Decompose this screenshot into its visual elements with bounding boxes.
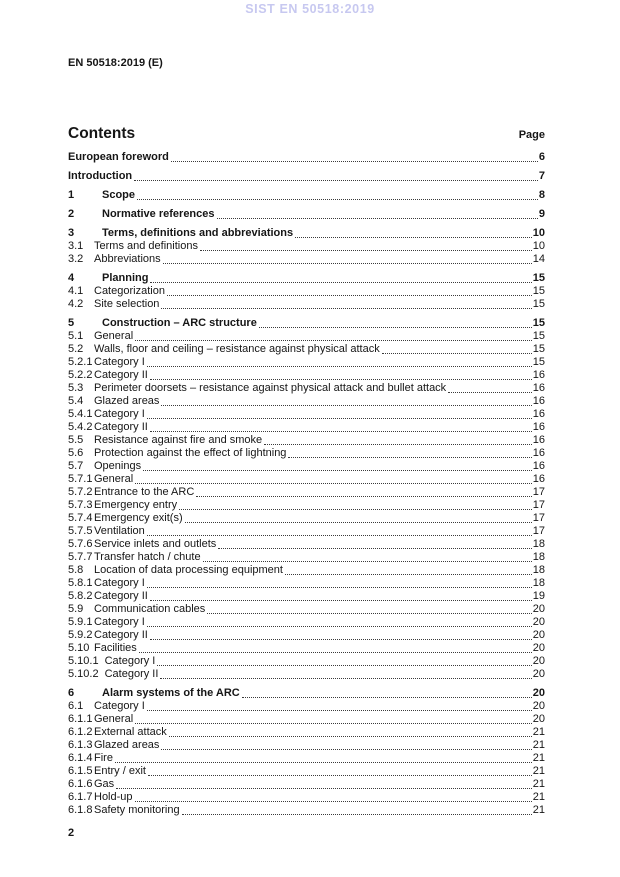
toc-entry-number: 5.4.1 [68, 408, 93, 420]
dotted-leader [137, 199, 538, 200]
toc-entry-title: General [94, 713, 134, 725]
toc-entry-page: 20 [532, 603, 545, 615]
contents-heading-row [68, 124, 545, 143]
toc-entry-title: Transfer hatch / chute [94, 551, 201, 563]
dotted-leader [264, 444, 532, 445]
toc-entry-page: 16 [532, 473, 545, 485]
toc-entry-page: 21 [532, 726, 545, 738]
toc-entry-number: 4.1 [68, 285, 84, 297]
toc-entry-page: 15 [532, 330, 545, 342]
dotted-leader [295, 237, 532, 238]
toc-row [68, 525, 545, 538]
dotted-leader [200, 250, 532, 251]
table-of-contents [68, 151, 545, 817]
toc-entry-title: Category I [94, 616, 145, 628]
toc-row [68, 590, 545, 603]
toc-row [68, 739, 545, 752]
toc-entry-title: Construction – ARC structure [102, 317, 257, 329]
toc-entry-page: 16 [532, 369, 545, 381]
toc-entry-title: Categorization [94, 285, 165, 297]
dotted-leader [448, 392, 532, 393]
toc-entry-page: 15 [532, 343, 545, 355]
dotted-leader [150, 600, 532, 601]
toc-entry-number: 5.7.6 [68, 538, 93, 550]
dotted-leader [382, 353, 532, 354]
dotted-leader [147, 535, 532, 536]
toc-entry-number: 5.7 [68, 460, 84, 472]
toc-entry-number: 5.2.1 [68, 356, 93, 368]
toc-row [68, 512, 545, 525]
dotted-leader [135, 483, 532, 484]
dotted-leader [169, 736, 532, 737]
toc-entry-page: 8 [538, 189, 545, 201]
toc-entry-page: 16 [532, 460, 545, 472]
toc-entry-number: 5.8.2 [68, 590, 93, 602]
toc-entry-page: 10 [532, 227, 545, 239]
toc-entry-title: Gas [94, 778, 115, 790]
toc-row [68, 356, 545, 369]
page-column-label: Page [518, 129, 545, 141]
toc-entry-page: 17 [532, 486, 545, 498]
toc-entry-page: 14 [532, 253, 545, 265]
toc-row [68, 577, 545, 590]
toc-row [68, 603, 545, 616]
toc-entry-title: Scope [102, 189, 136, 201]
toc-row [68, 343, 545, 356]
dotted-leader [161, 308, 531, 309]
toc-row [68, 564, 545, 577]
toc-entry-page: 19 [532, 590, 545, 602]
toc-entry-page: 21 [532, 778, 545, 790]
toc-entry-page: 18 [532, 538, 545, 550]
toc-entry-page: 10 [532, 240, 545, 252]
dotted-leader [147, 587, 532, 588]
toc-entry-number: 5.2.2 [68, 369, 93, 381]
toc-entry-title: Category II [94, 590, 148, 602]
toc-row [68, 382, 545, 395]
toc-entry-page: 16 [532, 382, 545, 394]
toc-row [68, 151, 545, 164]
toc-entry-page: 18 [532, 577, 545, 589]
toc-entry-page: 20 [532, 668, 545, 680]
toc-entry-title: Entry / exit [94, 765, 146, 777]
toc-entry-number: 5.2 [68, 343, 84, 355]
toc-entry-number: 5.7.3 [68, 499, 93, 511]
dotted-leader [147, 710, 532, 711]
toc-entry-number: 5.8 [68, 564, 84, 576]
toc-entry-title: Hold-up [94, 791, 133, 803]
dotted-leader [147, 366, 532, 367]
toc-entry-page: 15 [532, 356, 545, 368]
dotted-leader [134, 180, 538, 181]
toc-row [68, 791, 545, 804]
toc-entry-title: Location of data processing equipment [94, 564, 283, 576]
toc-entry-title: Terms and definitions [94, 240, 198, 252]
toc-row [68, 240, 545, 253]
dotted-leader [157, 665, 531, 666]
toc-entry-title: Category I [94, 700, 145, 712]
dotted-leader [259, 327, 532, 328]
toc-entry-title: Normative references [102, 208, 215, 220]
toc-entry-title: Alarm systems of the ARC [102, 687, 240, 699]
toc-row [68, 629, 545, 642]
toc-entry-number: 6.1.6 [68, 778, 93, 790]
dotted-leader [196, 496, 531, 497]
toc-entry-page: 20 [532, 655, 545, 667]
dotted-leader [179, 509, 532, 510]
toc-entry-page: 7 [538, 170, 545, 182]
toc-entry-number: 6.1.2 [68, 726, 93, 738]
dotted-leader [161, 749, 531, 750]
toc-entry-number: 5.9 [68, 603, 84, 615]
toc-row [68, 460, 545, 473]
dotted-leader [135, 340, 532, 341]
toc-entry-number: 5.7.2 [68, 486, 93, 498]
toc-row [68, 208, 545, 221]
dotted-leader [207, 613, 531, 614]
toc-entry-number: 6.1.4 [68, 752, 93, 764]
toc-entry-number: 5.7.1 [68, 473, 93, 485]
toc-row [68, 655, 545, 668]
toc-entry-number: 5.4.2 [68, 421, 93, 433]
dotted-leader [150, 639, 532, 640]
toc-entry-page: 9 [538, 208, 545, 220]
toc-entry-title: Emergency entry [94, 499, 178, 511]
toc-entry-number: 5.6 [68, 447, 84, 459]
toc-row [68, 330, 545, 343]
toc-entry-title: Planning [102, 272, 149, 284]
toc-entry-title: Walls, floor and ceiling – resistance against physical attack [94, 343, 380, 355]
toc-entry-title: Category II [104, 668, 159, 680]
toc-entry-page: 21 [532, 752, 545, 764]
toc-entry-title: General [94, 330, 134, 342]
toc-entry-title: Introduction [68, 170, 133, 182]
toc-entry-title: Category I [94, 408, 145, 420]
toc-row [68, 499, 545, 512]
toc-row [68, 700, 545, 713]
toc-entry-number: 5.7.5 [68, 525, 93, 537]
toc-entry-title: Glazed areas [94, 395, 160, 407]
toc-entry-number: 5.10.1 [68, 655, 99, 667]
toc-entry-title: Category I [104, 655, 156, 667]
toc-entry-number: 1 [68, 189, 75, 201]
toc-entry-page: 16 [532, 395, 545, 407]
toc-entry-title: Terms, definitions and abbreviations [102, 227, 294, 239]
dotted-leader [147, 418, 532, 419]
toc-entry-title: Entrance to the ARC [94, 486, 195, 498]
toc-row [68, 752, 545, 765]
toc-entry-page: 21 [532, 739, 545, 751]
toc-entry-title: Site selection [94, 298, 160, 310]
toc-entry-number: 6.1.5 [68, 765, 93, 777]
dotted-leader [182, 814, 532, 815]
contents-section [68, 124, 545, 817]
toc-entry-number: 5.7.7 [68, 551, 93, 563]
toc-entry-title: Protection against the effect of lightning [94, 447, 287, 459]
toc-entry-title: Fire [94, 752, 113, 764]
toc-entry-page: 17 [532, 512, 545, 524]
toc-entry-page: 15 [532, 272, 545, 284]
toc-entry-page: 16 [532, 408, 545, 420]
toc-entry-title: Openings [94, 460, 142, 472]
toc-row [68, 473, 545, 486]
dotted-leader [185, 522, 532, 523]
dotted-leader [115, 762, 532, 763]
toc-entry-title: Service inlets and outlets [94, 538, 217, 550]
toc-entry-number: 5.10 [68, 642, 90, 654]
toc-entry-page: 17 [532, 499, 545, 511]
toc-entry-title: External attack [94, 726, 167, 738]
toc-entry-number: 3 [68, 227, 75, 239]
toc-entry-number: 6.1.7 [68, 791, 93, 803]
toc-entry-page: 15 [532, 285, 545, 297]
toc-entry-page: 21 [532, 804, 545, 816]
toc-row [68, 434, 545, 447]
toc-entry-title: Category II [94, 369, 148, 381]
toc-entry-page: 18 [532, 564, 545, 576]
toc-entry-number: 5.8.1 [68, 577, 93, 589]
dotted-leader [218, 548, 531, 549]
toc-row [68, 687, 545, 700]
toc-row [68, 272, 545, 285]
toc-row [68, 395, 545, 408]
toc-entry-page: 21 [532, 765, 545, 777]
dotted-leader [161, 405, 531, 406]
toc-entry-title: Category I [94, 356, 145, 368]
toc-entry-page: 15 [532, 317, 545, 329]
toc-entry-number: 5.9.2 [68, 629, 93, 641]
toc-row [68, 408, 545, 421]
toc-entry-page: 16 [532, 421, 545, 433]
toc-entry-number: 4 [68, 272, 75, 284]
toc-entry-number: 3.1 [68, 240, 84, 252]
toc-row [68, 551, 545, 564]
dotted-leader [285, 574, 532, 575]
document-reference-header: EN 50518:2019 (E) [68, 57, 163, 69]
toc-row [68, 642, 545, 655]
toc-entry-title: Ventilation [94, 525, 145, 537]
toc-entry-number: 6 [68, 687, 75, 699]
toc-row [68, 317, 545, 330]
footer-page-number: 2 [68, 827, 75, 839]
toc-entry-number: 5.7.4 [68, 512, 93, 524]
dotted-leader [143, 470, 532, 471]
dotted-leader [163, 263, 532, 264]
toc-entry-number: 6.1.8 [68, 804, 93, 816]
toc-entry-page: 16 [532, 434, 545, 446]
toc-entry-title: Facilities [94, 642, 137, 654]
dotted-leader [147, 626, 532, 627]
toc-row [68, 421, 545, 434]
toc-entry-title: Emergency exit(s) [94, 512, 183, 524]
toc-row [68, 447, 545, 460]
toc-entry-number: 5.10.2 [68, 668, 99, 680]
toc-row [68, 253, 545, 266]
toc-entry-title: Category I [94, 577, 145, 589]
dotted-leader [150, 282, 531, 283]
toc-entry-number: 6.1 [68, 700, 84, 712]
toc-row [68, 726, 545, 739]
toc-entry-page: 20 [532, 629, 545, 641]
toc-row [68, 765, 545, 778]
toc-row [68, 713, 545, 726]
toc-row [68, 170, 545, 183]
toc-entry-title: Glazed areas [94, 739, 160, 751]
toc-row [68, 285, 545, 298]
toc-entry-number: 5.9.1 [68, 616, 93, 628]
dotted-leader [150, 379, 532, 380]
toc-row [68, 227, 545, 240]
toc-entry-number: 6.1.3 [68, 739, 93, 751]
dotted-leader [160, 678, 531, 679]
dotted-leader [217, 218, 538, 219]
toc-entry-title: European foreword [68, 151, 169, 163]
toc-entry-page: 21 [532, 791, 545, 803]
toc-row [68, 189, 545, 202]
dotted-leader [171, 161, 538, 162]
toc-row [68, 668, 545, 681]
toc-entry-page: 20 [532, 616, 545, 628]
toc-entry-title: Category II [94, 629, 148, 641]
contents-title: Contents [68, 125, 136, 142]
dotted-leader [203, 561, 532, 562]
toc-entry-page: 15 [532, 298, 545, 310]
toc-entry-title: Category II [94, 421, 148, 433]
toc-entry-number: 3.2 [68, 253, 84, 265]
toc-entry-page: 20 [532, 713, 545, 725]
dotted-leader [150, 431, 532, 432]
dotted-leader [167, 295, 532, 296]
toc-row [68, 486, 545, 499]
toc-entry-page: 16 [532, 447, 545, 459]
watermark-text: SIST EN 50518:2019 [245, 2, 375, 16]
toc-entry-number: 5 [68, 317, 75, 329]
toc-entry-number: 2 [68, 208, 75, 220]
toc-entry-page: 6 [538, 151, 545, 163]
toc-row [68, 298, 545, 311]
toc-entry-title: Resistance against fire and smoke [94, 434, 263, 446]
dotted-leader [242, 697, 532, 698]
toc-entry-title: Safety monitoring [94, 804, 180, 816]
toc-entry-page: 20 [532, 642, 545, 654]
toc-entry-title: Abbreviations [94, 253, 161, 265]
toc-entry-number: 4.2 [68, 298, 84, 310]
toc-row [68, 369, 545, 382]
toc-row [68, 616, 545, 629]
toc-row [68, 538, 545, 551]
toc-entry-number: 6.1.1 [68, 713, 93, 725]
toc-entry-page: 20 [532, 687, 545, 699]
toc-row [68, 778, 545, 791]
dotted-leader [148, 775, 532, 776]
toc-entry-number: 5.1 [68, 330, 84, 342]
dotted-leader [139, 652, 532, 653]
dotted-leader [116, 788, 532, 789]
toc-row [68, 804, 545, 817]
toc-entry-title: Perimeter doorsets – resistance against physical attack and bullet attack [94, 382, 447, 394]
toc-entry-number: 5.5 [68, 434, 84, 446]
dotted-leader [135, 723, 532, 724]
dotted-leader [288, 457, 531, 458]
toc-entry-number: 5.3 [68, 382, 84, 394]
toc-entry-title: Communication cables [94, 603, 206, 615]
toc-entry-page: 18 [532, 551, 545, 563]
toc-entry-number: 5.4 [68, 395, 84, 407]
toc-entry-title: General [94, 473, 134, 485]
toc-entry-page: 20 [532, 700, 545, 712]
dotted-leader [135, 801, 532, 802]
toc-entry-page: 17 [532, 525, 545, 537]
